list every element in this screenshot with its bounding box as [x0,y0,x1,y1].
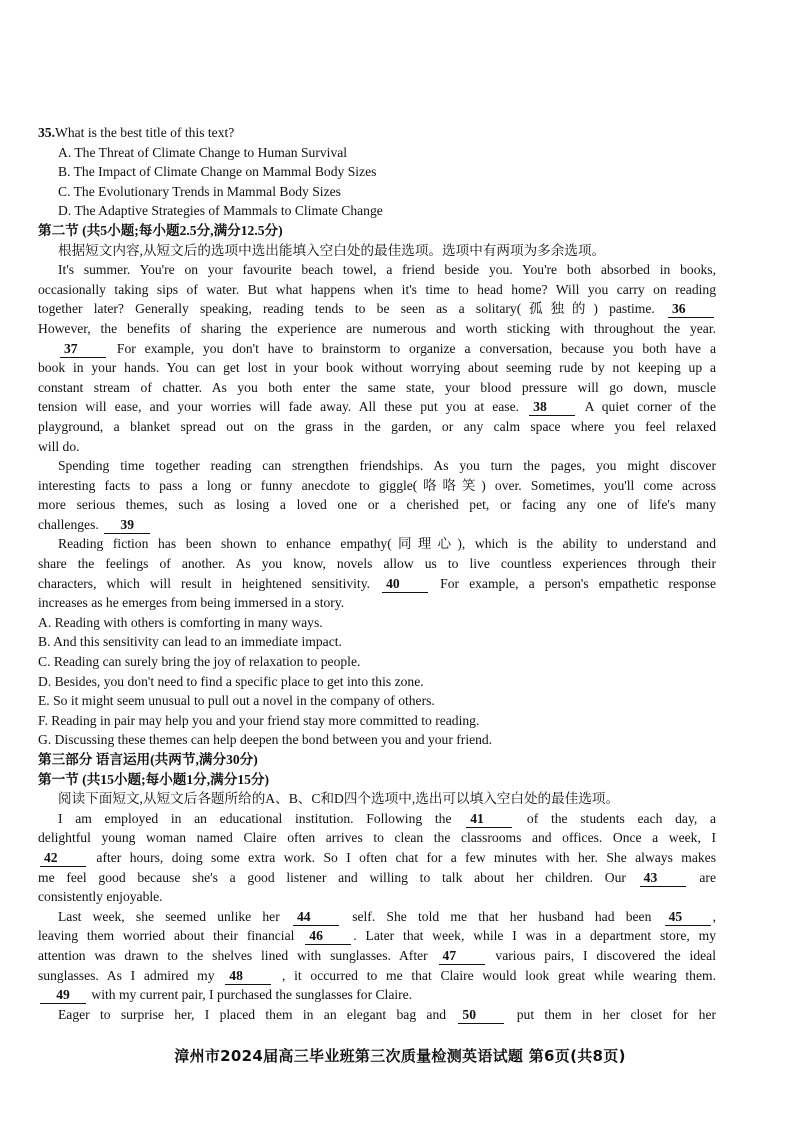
passage-text: challenges. [38,516,99,532]
choice-g: G. Discussing these themes can help deepen the bond between you and your friend. [38,732,493,748]
choice-e: E. So it might seem unusual to pull out a novel in the company of others. [38,693,435,709]
passage-text: self. She told me that her husband had been [352,908,652,924]
passage-line: more serious themes, such as losing a loved one or a cherished pet, or facing any one of life's many [38,497,716,513]
answer-blank[interactable]: 39 [104,517,150,534]
passage-line: occasionally taking sips of water. But what happens when it's time to head home? Will you carry on reading [38,281,716,297]
answer-blank[interactable]: 42 [40,850,86,867]
answer-blank[interactable]: 49 [40,987,86,1004]
passage-line: Spending time together reading can strengthen friendships. As you turn the pages, you might discover [58,458,716,474]
passage-line: will do. [38,438,80,454]
passage-text: leaving them worried about their financial [38,928,295,944]
page-content [38,123,716,1024]
passage-text: characters, which will result in heightened sensitivity. [38,575,371,591]
option-a: A. The Threat of Climate Change to Human Survival [58,144,348,160]
passage-text: I am employed in an educational institution. Following the [58,810,452,826]
passage-text: sunglasses. As I admired my [38,967,215,983]
answer-blank[interactable]: 40 [382,576,428,593]
answer-blank[interactable]: 36 [668,301,714,318]
passage-text: tension will ease, and your worries will fade away. All these put you at ease. [38,399,520,415]
passage-line [38,299,716,319]
passage-line: However, the benefits of sharing the experience are numerous and worth sticking with throughout the year. [38,320,716,336]
option-b: B. The Impact of Climate Change on Mammal Body Sizes [58,164,377,180]
choice-d: D. Besides, you don't need to find a specific place to get into this zone. [38,673,424,689]
passage-text: For example, a person's empathetic response [440,575,716,591]
passage-line: Reading fiction has been shown to enhance empathy(同理心), which is the ability to understand and [58,536,716,552]
passage-line [38,339,716,359]
option-d: D. The Adaptive Strategies of Mammals to Climate Change [58,203,383,219]
option-c: C. The Evolutionary Trends in Mammal Body Sizes [58,183,341,199]
passage-text: after hours, doing some extra work. So I often chat for a few minutes with her. She always makes [96,849,716,865]
passage-line [38,946,716,966]
passage-line [38,926,716,946]
choice-b: B. And this sensitivity can lead to an immediate impact. [38,634,342,650]
choice-a: A. Reading with others is comforting in many ways. [38,614,323,630]
answer-blank[interactable]: 46 [305,928,351,945]
passage-text: me feel good because she's a good listener and willing to talk about her children. Our [38,869,626,885]
choice-c: C. Reading can surely bring the joy of relaxation to people. [38,654,361,670]
passage-line [38,574,716,594]
passage-text: , it occurred to me that Claire would look great while wearing them. [282,967,716,983]
passage-line [38,985,716,1005]
part-heading: 第三部分 语言运用(共两节,满分30分) [38,752,258,767]
passage-line: share the feelings of another. As you know, novels allow us to live countless experiences through their [38,556,716,572]
section-heading: 第二节 (共5小题;每小题2.5分,满分12.5分) [38,222,283,238]
passage-line: It's summer. You're on your favourite beach towel, a friend beside you. You're both absorbed in books, [58,262,716,278]
answer-blank[interactable]: 47 [439,948,485,965]
question-number: 35. [38,125,55,140]
passage-text: put them in her closet for her [516,1006,716,1022]
passage-line [38,397,716,417]
section-instruction: 根据短文内容,从短文后的选项中选出能填入空白处的最佳选项。选项中有两项为多余选项。 [58,242,606,258]
passage-text: A quiet corner of the [584,399,716,415]
passage-line [38,848,716,868]
answer-blank[interactable]: 41 [466,811,512,828]
passage-text: Eager to surprise her, I placed them in an elegant bag and [58,1006,447,1022]
answer-blank[interactable]: 50 [458,1007,504,1024]
passage-line [38,809,716,829]
answer-blank[interactable]: 45 [665,909,711,926]
question-text: What is the best title of this text? [55,125,235,140]
passage-line: delightful young woman named Claire often arrives to clean the classrooms and offices. Once a week, I [38,830,716,846]
passage-line [38,1005,716,1025]
choice-f: F. Reading in pair may help you and your friend stay more committed to reading. [38,712,480,728]
section-heading: 第一节 (共15小题;每小题1分,满分15分) [38,771,270,787]
passage-line [38,868,716,888]
passage-line: consistently enjoyable. [38,889,163,905]
answer-blank[interactable]: 48 [225,968,271,985]
passage-text: attention was drawn to the shelves lined with sunglasses. After [38,947,428,963]
passage-text: with my current pair, I purchased the sunglasses for Claire. [91,987,413,1003]
passage-text: , [712,908,716,924]
passage-line: increases as he emerges from being immersed in a story. [38,595,345,611]
question-35 [38,123,716,143]
passage-line [38,966,716,986]
passage-line [38,907,716,927]
answer-blank[interactable]: 43 [640,870,686,887]
passage-text: together later? Generally speaking, reading tends to be seen as a solitary(孤独的) pastime. [38,301,655,317]
passage-text: Last week, she seemed unlike her [58,908,280,924]
passage-text: of the students each day, a [526,810,717,826]
section-instruction: 阅读下面短文,从短文后各题所给的A、B、C和D四个选项中,选出可以填入空白处的最佳选项。 [58,791,620,807]
passage-line: interesting facts to pass a long or funny anecdote to giggle(咯咯笑) over. Sometimes, you'll come across [38,477,716,493]
passage-line: book in your hands. You can get lost in your book without worrying about seeming rude by not keeping up a [38,360,716,376]
answer-blank[interactable]: 44 [293,909,339,926]
passage-text: various pairs, I discovered the ideal [495,947,716,963]
passage-text: are [699,869,716,885]
passage-text: For example, you don't have to brainstorm to organize a conversation, because you both have a [116,340,716,356]
page-footer: 漳州市2024届高三毕业班第三次质量检测英语试题 第6页(共8页) [174,1047,626,1065]
answer-blank[interactable]: 38 [529,399,575,416]
passage-text: . Later that week, while I was in a department store, my [353,928,717,944]
passage-line: playground, a blanket spread out on the grass in the garden, or any calm space where you feel relaxed [38,418,716,434]
passage-line: constant stream of chatter. As you both enter the same state, your blood pressure will go down, muscle [38,379,716,395]
answer-blank[interactable]: 37 [60,341,106,358]
passage-line [38,515,716,535]
